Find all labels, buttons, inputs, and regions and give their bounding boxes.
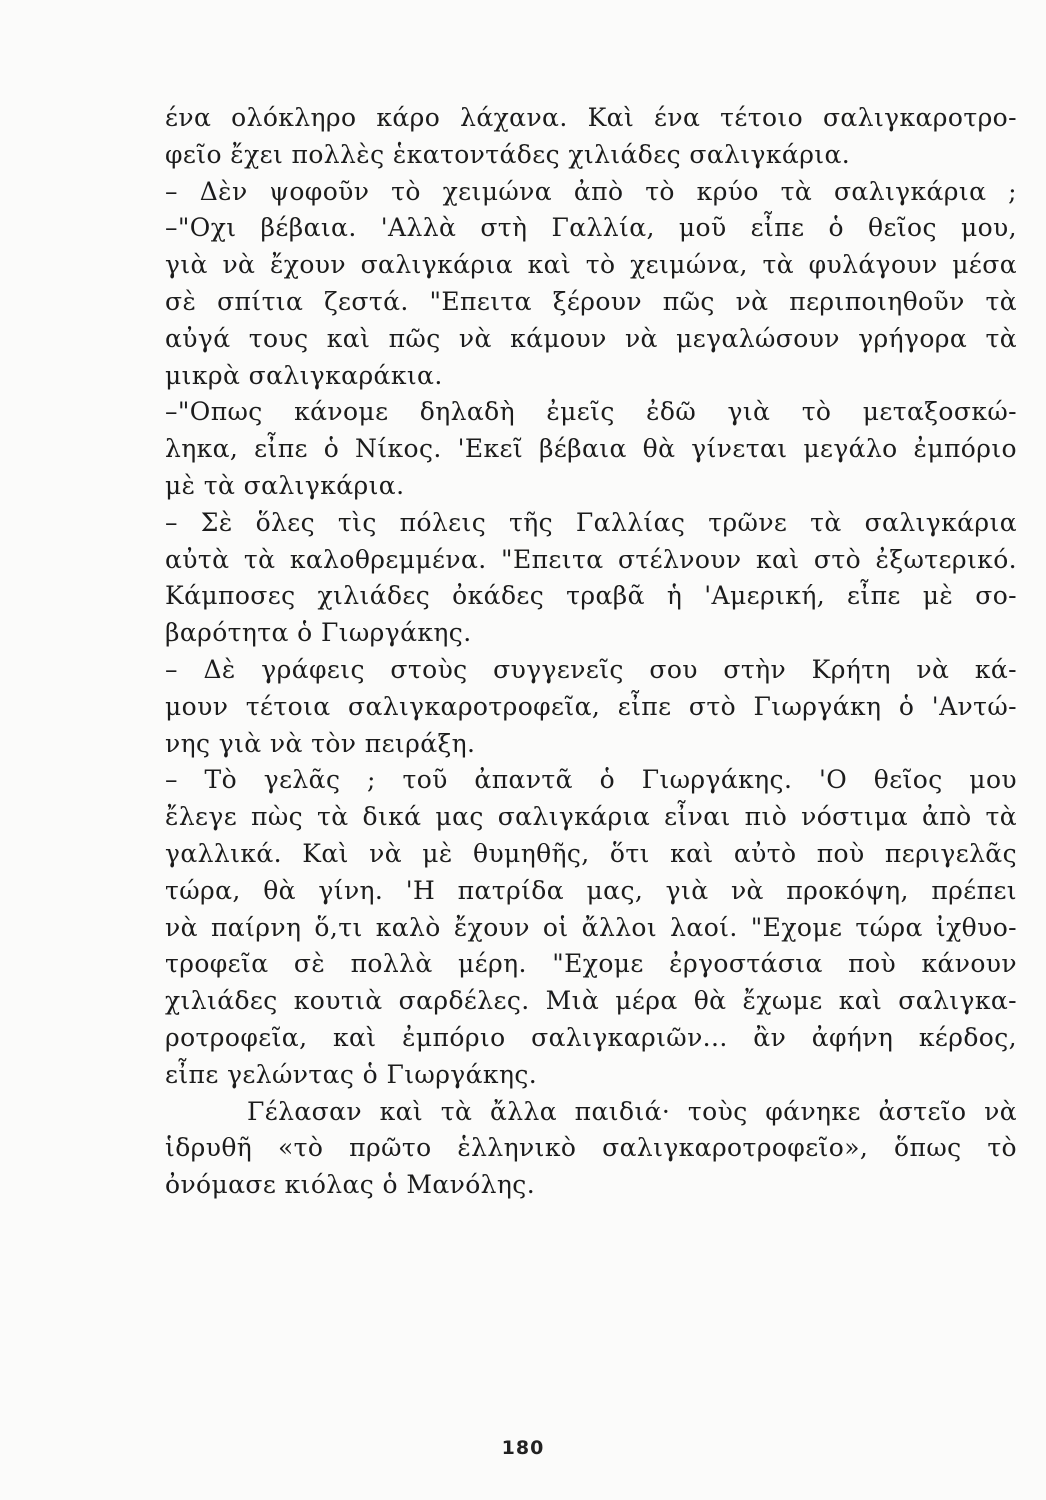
text-line: ὀνόμασε κιόλας ὁ Μανόλης. [165, 1170, 536, 1200]
text-line: γιὰ νὰ ἔχουν σαλιγκάρια καὶ τὸ χειμώνα, τὰ φυλάγουν μέσα [165, 250, 1017, 280]
text-line: μὲ τὰ σαλιγκάρια. [165, 470, 405, 500]
text-line: – Τὸ γελᾶς ; τοῦ ἀπαντᾶ ὁ Γιωργάκης. 'Ο θεῖος μου [165, 765, 1017, 795]
text-line: – Δὲν ψοφοῦν τὸ χειμώνα ἀπὸ τὸ κρύο τὰ σαλιγκάρια ; [165, 176, 1017, 206]
text-line: ένα ολόκληρο κάρο λάχανα. Καὶ ένα τέτοιο σαλιγκαροτρο- [165, 103, 1017, 132]
text-line: αὐγά τους καὶ πῶς νὰ κάμουν νὰ μεγαλώσουν γρήγορα τὰ [165, 323, 1017, 353]
text-line: ληκα, εἶπε ὁ Νίκος. 'Εκεῖ βέβαια θὰ γίνεται μεγάλο ἐμπόριο [165, 434, 1017, 464]
text-line: μικρὰ σαλιγκαράκια. [165, 360, 443, 390]
text-line: τώρα, θὰ γίνη. 'Η πατρίδα μας, γιὰ νὰ προκόψη, πρέπει [165, 875, 1017, 905]
text-line: –"Οπως κάνομε δηλαδὴ ἐμεῖς ἐδῶ γιὰ τὸ μεταξοσκώ- [165, 397, 1017, 427]
body-text [165, 100, 1017, 1204]
text-line: νης γιὰ νὰ τὸν πειράξη. [165, 728, 476, 758]
text-line: Κάμποσες χιλιάδες ὀκάδες τραβᾶ ἡ 'Αμερική, εἶπε μὲ σο- [165, 581, 1017, 611]
text-line: ροτροφεῖα, καὶ ἐμπόριο σαλιγκαριῶν... ἂν ἀφήνη κέρδος, [165, 1022, 1017, 1052]
text-line: Γέλασαν καὶ τὰ ἄλλα παιδιά· τοὺς φάνηκε ἀστεῖο νὰ [247, 1096, 1017, 1126]
text-line: ἱδρυθῆ «τὸ πρῶτο ἑλληνικὸ σαλιγκαροτροφεῖο», ὅπως τὸ [165, 1133, 1017, 1163]
text-line: –"Οχι βέβαια. 'Αλλὰ στὴ Γαλλία, μοῦ εἶπε ὁ θεῖος μου, [165, 213, 1017, 243]
text-line: νὰ παίρνη ὅ,τι καλὸ ἔχουν οἱ ἄλλοι λαοί. "Εχομε τώρα ἰχθυο- [165, 912, 1017, 942]
text-line: εἶπε γελώντας ὁ Γιωργάκης. [165, 1059, 538, 1089]
page-number: 180 [501, 1437, 545, 1459]
text-line: – Δὲ γράφεις στοὺς συγγενεῖς σου στὴν Κρήτη νὰ κά- [165, 654, 1017, 684]
text-line: μουν τέτοια σαλιγκαροτροφεῖα, εἶπε στὸ Γιωργάκη ὁ 'Αντώ- [165, 691, 1017, 721]
text-line: τροφεῖα σὲ πολλὰ μέρη. "Εχομε ἐργοστάσια ποὺ κάνουν [165, 949, 1017, 979]
text-line: βαρότητα ὁ Γιωργάκης. [165, 618, 472, 648]
text-line: – Σὲ ὅλες τὶς πόλεις τῆς Γαλλίας τρῶνε τὰ σαλιγκάρια [165, 507, 1017, 537]
text-line: σὲ σπίτια ζεστά. "Επειτα ξέρουν πῶς νὰ περιποιηθοῦν τὰ [165, 286, 1017, 316]
text-line: χιλιάδες κουτιὰ σαρδέλες. Μιὰ μέρα θὰ ἔχωμε καὶ σαλιγκα- [165, 986, 1017, 1016]
text-line: αὐτὰ τὰ καλοθρεμμένα. "Επειτα στέλνουν καὶ στὸ ἐξωτερικό. [165, 544, 1017, 574]
text-line: γαλλικά. Καὶ νὰ μὲ θυμηθῆς, ὅτι καὶ αὐτὸ ποὺ περιγελᾶς [165, 838, 1017, 868]
text-line: ἔλεγε πὼς τὰ δικά μας σαλιγκάρια εἶναι πιὸ νόστιμα ἀπὸ τὰ [165, 802, 1017, 832]
text-line: φεῖο ἔχει πολλὲς ἑκατοντάδες χιλιάδες σαλιγκάρια. [165, 139, 851, 169]
